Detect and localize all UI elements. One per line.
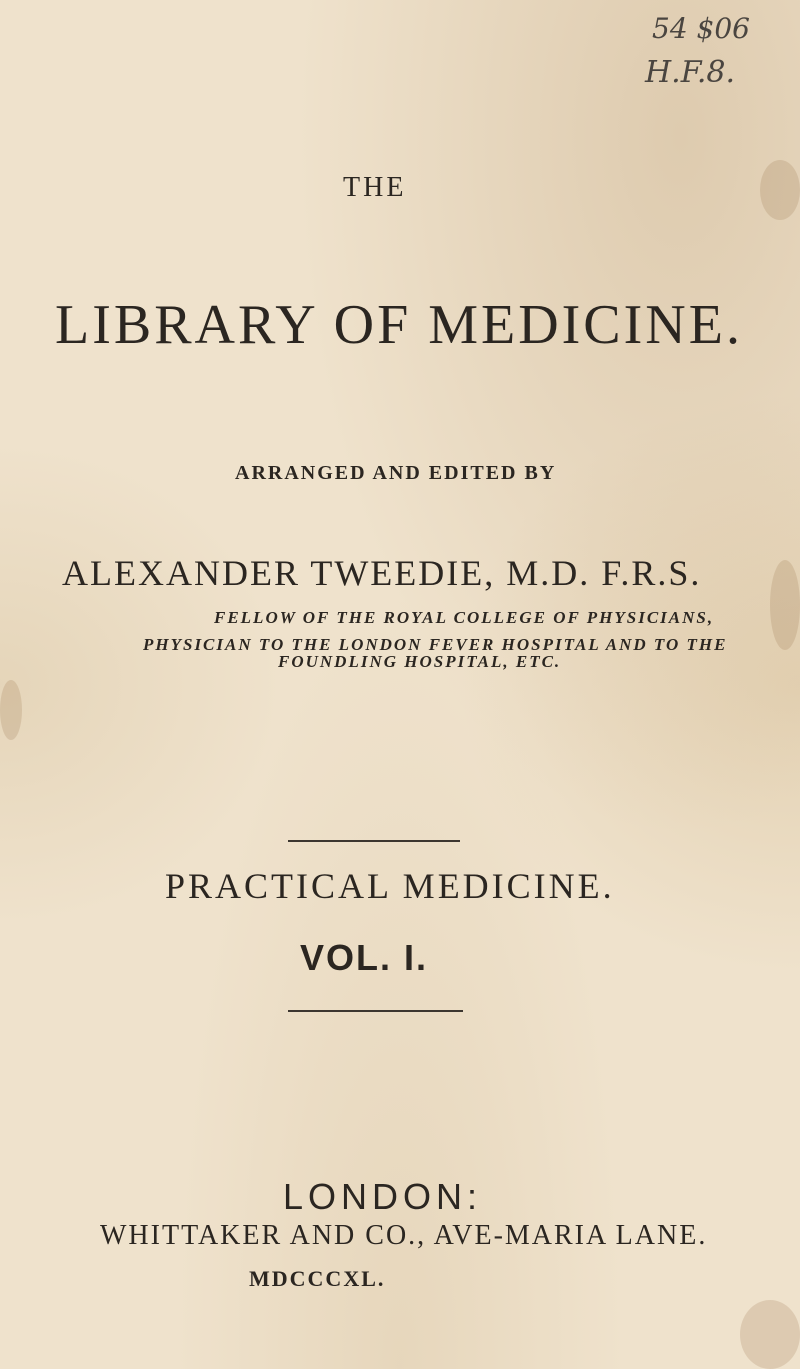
shelfmark-line1: 54 $06 bbox=[652, 12, 750, 45]
title-article: THE bbox=[343, 172, 407, 203]
shelfmark-line2: H.F.8. bbox=[645, 55, 735, 90]
volume-number: VOL. I. bbox=[300, 937, 429, 978]
imprint-date: MDCCCXL. bbox=[249, 1266, 386, 1291]
handwritten-shelfmark bbox=[590, 0, 780, 120]
foxing-stain bbox=[0, 680, 22, 740]
author-credential-2: PHYSICIAN TO THE LONDON FEVER HOSPITAL AND TO THE bbox=[143, 635, 728, 654]
author-credential-3: FOUNDLING HOSPITAL, ETC. bbox=[278, 652, 562, 671]
foxing-stain bbox=[770, 560, 800, 650]
shelfmark-drawing bbox=[590, 0, 780, 120]
divider-rule-top bbox=[288, 840, 460, 842]
imprint-publisher: WHITTAKER AND CO., AVE-MARIA LANE. bbox=[100, 1220, 708, 1251]
author-credential-1: FELLOW OF THE ROYAL COLLEGE OF PHYSICIANS, bbox=[214, 608, 715, 627]
divider-rule-bottom bbox=[288, 1010, 463, 1012]
main-title: LIBRARY OF MEDICINE. bbox=[55, 294, 743, 356]
imprint-city: LONDON: bbox=[283, 1176, 483, 1217]
foxing-stain bbox=[760, 160, 800, 220]
author-name: ALEXANDER TWEEDIE, M.D. F.R.S. bbox=[62, 553, 702, 593]
arranged-by-line: ARRANGED AND EDITED BY bbox=[235, 462, 557, 484]
foxing-stain bbox=[740, 1300, 800, 1369]
volume-title: PRACTICAL MEDICINE. bbox=[165, 866, 615, 906]
